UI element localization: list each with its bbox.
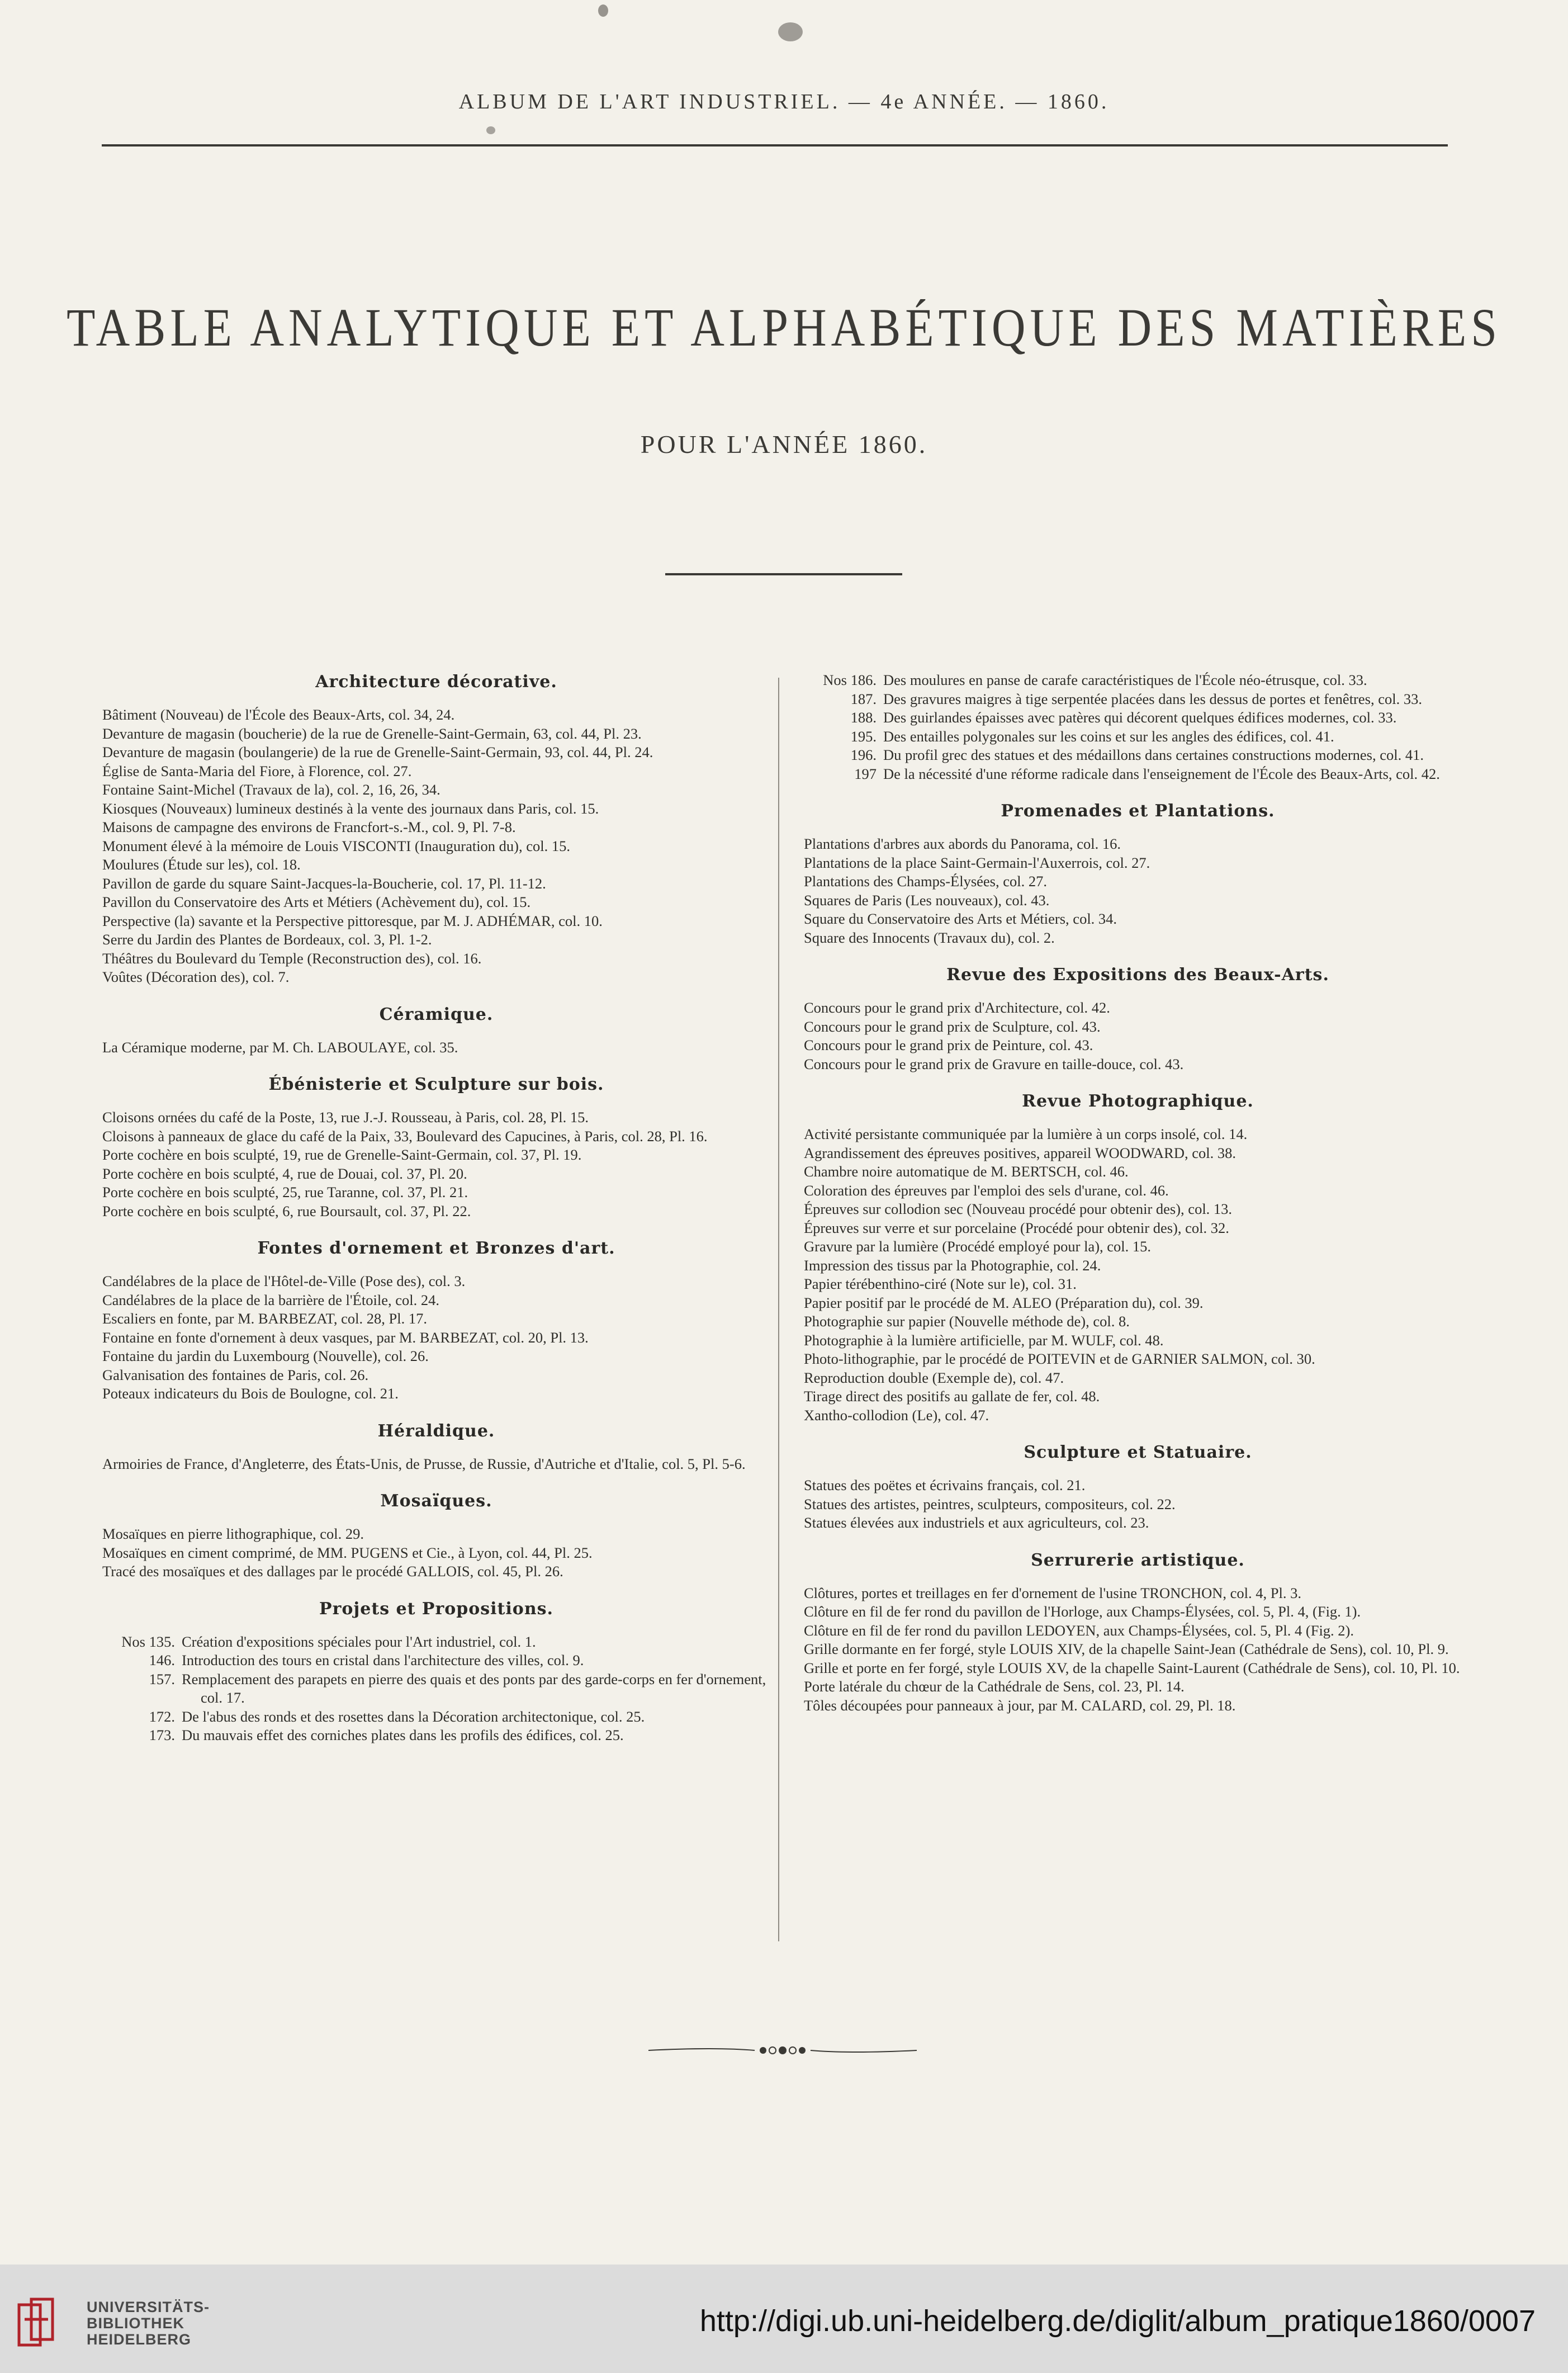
entry-list: [804, 1125, 1472, 1425]
index-entry: Fontaine du jardin du Luxembourg (Nouvelle), col. 26.: [102, 1348, 429, 1364]
index-section: [102, 1074, 770, 1221]
entry-number: 146.: [149, 1652, 175, 1668]
entry-number: Nos 135.: [121, 1633, 175, 1650]
index-entry: Monument élevé à la mémoire de Louis VISCONTI (Inauguration du), col. 15.: [102, 837, 571, 854]
index-section: [102, 1598, 770, 1745]
index-entry: Plantations de la place Saint-Germain-l'Auxerrois, col. 27.: [804, 854, 1150, 871]
index-entry: Serre du Jardin des Plantes de Bordeaux, col. 3, Pl. 1-2.: [102, 931, 432, 948]
numbered-entry: [804, 708, 1472, 727]
entry-list: [804, 835, 1472, 947]
index-entry: Plantations d'arbres aux abords du Panorama, col. 16.: [804, 835, 1121, 852]
index-entry: Photo-lithographie, par le procédé de POITEVIN et de GARNIER SALMON, col. 30.: [804, 1350, 1315, 1367]
entry-list: [102, 1108, 770, 1221]
index-entry: Cloisons à panneaux de glace du café de la Paix, 33, Boulevard des Capucines, à Paris, col. 28, Pl. 16.: [102, 1127, 708, 1145]
entry-text: Création d'expositions spéciales pour l'Art industriel, col. 1.: [182, 1633, 536, 1650]
index-entry: Statues élevées aux industriels et aux agriculteurs, col. 23.: [804, 1514, 1149, 1531]
index-entry: Coloration des épreuves par l'emploi des sels d'urane, col. 46.: [804, 1181, 1169, 1199]
section-heading: Céramique.: [379, 1004, 494, 1024]
end-ornament-icon: [648, 2044, 917, 2057]
entry-list: [804, 1476, 1472, 1533]
numbered-entry: [102, 1726, 770, 1745]
index-section: [102, 671, 770, 987]
column-divider: [778, 678, 779, 1941]
entry-text: Remplacement des parapets en pierre des quais et des ponts par des garde-corps en fer d'ornement, col. 17.: [182, 1670, 766, 1706]
index-entry: Perspective (la) savante et la Perspective pittoresque, par M. J. ADHÉMAR, col. 10.: [102, 912, 603, 929]
numbered-entry: [102, 1670, 770, 1708]
index-entry: Concours pour le grand prix de Peinture, col. 43.: [804, 1037, 1093, 1053]
entry-number: 173.: [149, 1727, 175, 1743]
index-entry: Square du Conservatoire des Arts et Métiers, col. 34.: [804, 910, 1117, 927]
entry-text: Des guirlandes épaisses avec patères qui décorent quelques édifices modernes, col. 33.: [883, 709, 1397, 726]
entry-text: Du profil grec des statues et des médaillons dans certaines constructions modernes, col. 41.: [883, 746, 1424, 763]
index-entry: Gravure par la lumière (Procédé employé pour la), col. 15.: [804, 1238, 1152, 1255]
library-name-line: BIBLIOTHEK: [87, 2315, 184, 2332]
index-entry: Pavillon du Conservatoire des Arts et Métiers (Achèvement du), col. 15.: [102, 894, 531, 910]
entry-number: 157.: [149, 1670, 175, 1687]
index-entry: Xantho-collodion (Le), col. 47.: [804, 1406, 989, 1424]
index-entry: Fontaine Saint-Michel (Travaux de la), col. 2, 16, 26, 34.: [102, 781, 440, 798]
library-name[interactable]: [87, 2299, 210, 2348]
index-entry: Mosaïques en ciment comprimé, de MM. PUGENS et Cie., à Lyon, col. 44, Pl. 25.: [102, 1544, 593, 1561]
section-heading: Projets et Propositions.: [319, 1599, 553, 1619]
section-heading: Mosaïques.: [380, 1491, 492, 1511]
entry-text: Des moulures en panse de carafe caractéristiques de l'École néo-étrusque, col. 33.: [883, 672, 1367, 688]
index-entry: Voûtes (Décoration des), col. 7.: [102, 968, 290, 985]
section-heading: Héraldique.: [377, 1421, 495, 1441]
index-section: [804, 671, 1472, 783]
index-entry: Épreuves sur verre et sur porcelaine (Procédé pour obtenir des), col. 32.: [804, 1219, 1229, 1236]
title-rule: [665, 573, 902, 575]
numbered-entry: [804, 727, 1472, 746]
index-section: [804, 964, 1472, 1074]
index-entry: La Céramique moderne, par M. Ch. LABOULAYE, col. 35.: [102, 1038, 458, 1056]
entry-number: 196.: [850, 746, 877, 763]
index-entry: Statues des poëtes et écrivains français, col. 21.: [804, 1477, 1086, 1493]
index-entry: Escaliers en fonte, par M. BARBEZAT, col. 28, Pl. 17.: [102, 1310, 427, 1327]
index-entry: Papier térébenthino-ciré (Note sur le), col. 31.: [804, 1275, 1077, 1292]
section-heading: Fontes d'ornement et Bronzes d'art.: [257, 1239, 615, 1258]
library-name-line: UNIVERSITÄTS-: [87, 2299, 210, 2315]
index-entry: Porte latérale du chœur de la Cathédrale de Sens, col. 23, Pl. 14.: [804, 1678, 1185, 1695]
index-entry: Pavillon de garde du square Saint-Jacques-la-Boucherie, col. 17, Pl. 11-12.: [102, 874, 546, 892]
index-entry: Fontaine en fonte d'ornement à deux vasques, par M. BARBEZAT, col. 20, Pl. 13.: [102, 1329, 589, 1346]
entry-text: Introduction des tours en cristal dans l'architecture des villes, col. 9.: [182, 1652, 584, 1668]
index-entry: Chambre noire automatique de M. BERTSCH, col. 46.: [804, 1163, 1129, 1180]
index-entry: Concours pour le grand prix de Gravure en taille-douce, col. 43.: [804, 1055, 1184, 1072]
running-head: ALBUM DE L'ART INDUSTRIEL. — 4e ANNÉE. — 1860.: [458, 90, 1110, 114]
numbered-entry: [102, 1651, 770, 1670]
index-entry: Kiosques (Nouveaux) lumineux destinés à la vente des journaux dans Paris, col. 15.: [102, 800, 599, 817]
section-heading: Serrurerie artistique.: [1031, 1550, 1245, 1570]
index-entry: Maisons de campagne des environs de Francfort-s.-M., col. 9, Pl. 7-8.: [102, 819, 516, 835]
index-entry: Grille et porte en fer forgé, style LOUIS XV, de la chapelle Saint-Laurent (Cathédrale de Sens), col. 10, Pl. 10.: [804, 1659, 1460, 1676]
numbered-entry: [804, 765, 1472, 784]
index-entry: Cloisons ornées du café de la Poste, 13, rue J.-J. Rousseau, à Paris, col. 28, Pl. 15.: [102, 1109, 589, 1126]
entry-text: Du mauvais effet des corniches plates dans les profils des édifices, col. 25.: [182, 1727, 624, 1743]
index-entry: Clôtures, portes et treillages en fer d'ornement de l'usine TRONCHON, col. 4, Pl. 3.: [804, 1584, 1302, 1601]
entry-list: [102, 1525, 770, 1581]
index-entry: Candélabres de la place de la barrière de l'Étoile, col. 24.: [102, 1291, 439, 1308]
page-subtitle: POUR L'ANNÉE 1860.: [640, 430, 928, 458]
index-entry: Clôture en fil de fer rond du pavillon de l'Horloge, aux Champs-Élysées, col. 5, Pl. 4, (Fig. 1).: [804, 1603, 1361, 1620]
index-section: [102, 1004, 770, 1057]
index-entry: Armoiries de France, d'Angleterre, des États-Unis, de Prusse, de Russie, d'Autriche et d'Italie, col. 5, Pl. 5-6.: [102, 1455, 746, 1472]
entry-list: [102, 1455, 770, 1474]
numbered-entry: [102, 1708, 770, 1727]
index-section: [804, 1090, 1472, 1425]
index-section: [804, 800, 1472, 947]
entry-text: Des entailles polygonales sur les coins et sur les angles des édifices, col. 41.: [883, 727, 1334, 745]
index-entry: Reproduction double (Exemple de), col. 47.: [804, 1369, 1064, 1386]
entry-list: [804, 671, 1472, 783]
entry-text: De la nécessité d'une réforme radicale dans l'enseignement de l'École des Beaux-Arts, col. 42.: [883, 765, 1440, 782]
source-url-link[interactable]: http://digi.ub.uni-heidelberg.de/diglit/album_pratique1860/0007: [699, 2304, 1536, 2338]
index-entry: Devanture de magasin (boucherie) de la rue de Grenelle-Saint-Germain, 63, col. 44, Pl. 23.: [102, 725, 642, 742]
index-entry: Mosaïques en pierre lithographique, col. 29.: [102, 1525, 364, 1542]
index-entry: Moulures (Étude sur les), col. 18.: [102, 856, 301, 873]
index-section: [102, 1420, 770, 1474]
index-entry: Théâtres du Boulevard du Temple (Reconstruction des), col. 16.: [102, 949, 482, 967]
left-column: [102, 671, 770, 1762]
library-footer: [0, 2265, 1568, 2373]
entry-number: 195.: [850, 727, 877, 745]
index-section: [804, 1441, 1472, 1533]
entry-list: [102, 706, 770, 987]
index-entry: Impression des tissus par la Photographie, col. 24.: [804, 1256, 1101, 1274]
section-heading: Promenades et Plantations.: [1001, 801, 1275, 821]
numbered-entry: [804, 671, 1472, 690]
library-name-line: HEIDELBERG: [87, 2331, 192, 2348]
index-entry: Photographie à la lumière artificielle, par M. WULF, col. 48.: [804, 1331, 1164, 1349]
entry-text: Des gravures maigres à tige serpentée placées dans les dessus de portes et fenêtres, col. 33.: [883, 690, 1422, 707]
index-entry: Tirage direct des positifs au gallate de fer, col. 48.: [804, 1388, 1100, 1405]
index-entry: Bâtiment (Nouveau) de l'École des Beaux-Arts, col. 34, 24.: [102, 706, 455, 723]
page-title: TABLE ANALYTIQUE ET ALPHABÉTIQUE DES MATIÈRES: [67, 298, 1501, 358]
index-entry: Candélabres de la place de l'Hôtel-de-Ville (Pose des), col. 3.: [102, 1273, 466, 1289]
header-rule: [102, 144, 1448, 146]
index-entry: Concours pour le grand prix de Sculpture, col. 43.: [804, 1018, 1101, 1035]
index-entry: Tôles découpées pour panneaux à jour, par M. CALARD, col. 29, Pl. 18.: [804, 1696, 1236, 1714]
index-entry: Papier positif par le procédé de M. ALEO (Préparation du), col. 39.: [804, 1294, 1204, 1311]
ink-stain: [486, 126, 495, 134]
entry-list: [102, 1272, 770, 1403]
index-entry: Plantations des Champs-Élysées, col. 27.: [804, 873, 1047, 890]
index-entry: Statues des artistes, peintres, sculpteurs, compositeurs, col. 22.: [804, 1495, 1176, 1512]
entry-list: [102, 1633, 770, 1745]
entry-list: [804, 999, 1472, 1074]
ink-stain: [778, 22, 803, 41]
entry-number: 187.: [850, 690, 877, 707]
index-entry: Clôture en fil de fer rond du pavillon LEDOYEN, aux Champs-Élysées, col. 5, Pl. 4 (Fig. 2).: [804, 1622, 1354, 1639]
section-heading: Revue Photographique.: [1022, 1091, 1254, 1111]
section-heading: Sculpture et Statuaire.: [1024, 1443, 1252, 1462]
entry-number: 188.: [850, 709, 877, 726]
index-entry: Épreuves sur collodion sec (Nouveau procédé pour obtenir des), col. 13.: [804, 1200, 1233, 1217]
index-section: [102, 1237, 770, 1403]
index-entry: Activité persistante communiquée par la lumière à un corps insolé, col. 14.: [804, 1126, 1248, 1142]
index-entry: Agrandissement des épreuves positives, appareil WOODWARD, col. 38.: [804, 1144, 1236, 1161]
numbered-entry: [804, 690, 1472, 709]
index-entry: Square des Innocents (Travaux du), col. 2.: [804, 929, 1055, 946]
section-heading: Revue des Expositions des Beaux-Arts.: [946, 965, 1329, 985]
index-section: [804, 1549, 1472, 1715]
right-column: [804, 671, 1472, 1732]
index-entry: Porte cochère en bois sculpté, 25, rue Taranne, col. 37, Pl. 21.: [102, 1184, 468, 1200]
index-entry: Église de Santa-Maria del Fiore, à Florence, col. 27.: [102, 762, 412, 779]
index-entry: Concours pour le grand prix d'Architecture, col. 42.: [804, 999, 1110, 1016]
index-entry: Grille dormante en fer forgé, style LOUIS XIV, de la chapelle Saint-Jean (Cathédrale de Sens), col. 10, Pl. 9.: [804, 1641, 1449, 1657]
entry-list: [804, 1584, 1472, 1715]
index-entry: Porte cochère en bois sculpté, 6, rue Boursault, col. 37, Pl. 22.: [102, 1202, 471, 1219]
entry-number: 172.: [149, 1708, 175, 1725]
index-section: [102, 1490, 770, 1581]
library-logo-icon: [17, 2297, 63, 2348]
index-entry: Porte cochère en bois sculpté, 4, rue de Douai, col. 37, Pl. 20.: [102, 1165, 467, 1182]
index-entry: Devanture de magasin (boulangerie) de la rue de Grenelle-Saint-Germain, 93, col. 44, Pl. 24.: [102, 744, 653, 760]
index-entry: Photographie sur papier (Nouvelle méthode de), col. 8.: [804, 1313, 1130, 1330]
numbered-entry: [102, 1633, 770, 1652]
entry-number: Nos 186.: [823, 672, 877, 688]
index-entry: Poteaux indicateurs du Bois de Boulogne, col. 21.: [102, 1385, 399, 1402]
entry-number: 197: [854, 765, 877, 782]
numbered-entry: [804, 746, 1472, 765]
section-heading: Architecture décorative.: [315, 672, 557, 692]
index-entry: Galvanisation des fontaines de Paris, col. 26.: [102, 1366, 369, 1383]
index-entry: Squares de Paris (Les nouveaux), col. 43.: [804, 891, 1050, 909]
entry-list: [102, 1038, 770, 1057]
entry-text: De l'abus des ronds et des rosettes dans la Décoration architectonique, col. 25.: [182, 1708, 645, 1725]
ink-stain: [598, 4, 608, 17]
index-entry: Tracé des mosaïques et des dallages par le procédé GALLOIS, col. 45, Pl. 26.: [102, 1563, 563, 1580]
index-entry: Porte cochère en bois sculpté, 19, rue de Grenelle-Saint-Germain, col. 37, Pl. 19.: [102, 1146, 582, 1163]
section-heading: Ébénisterie et Sculpture sur bois.: [268, 1075, 604, 1094]
